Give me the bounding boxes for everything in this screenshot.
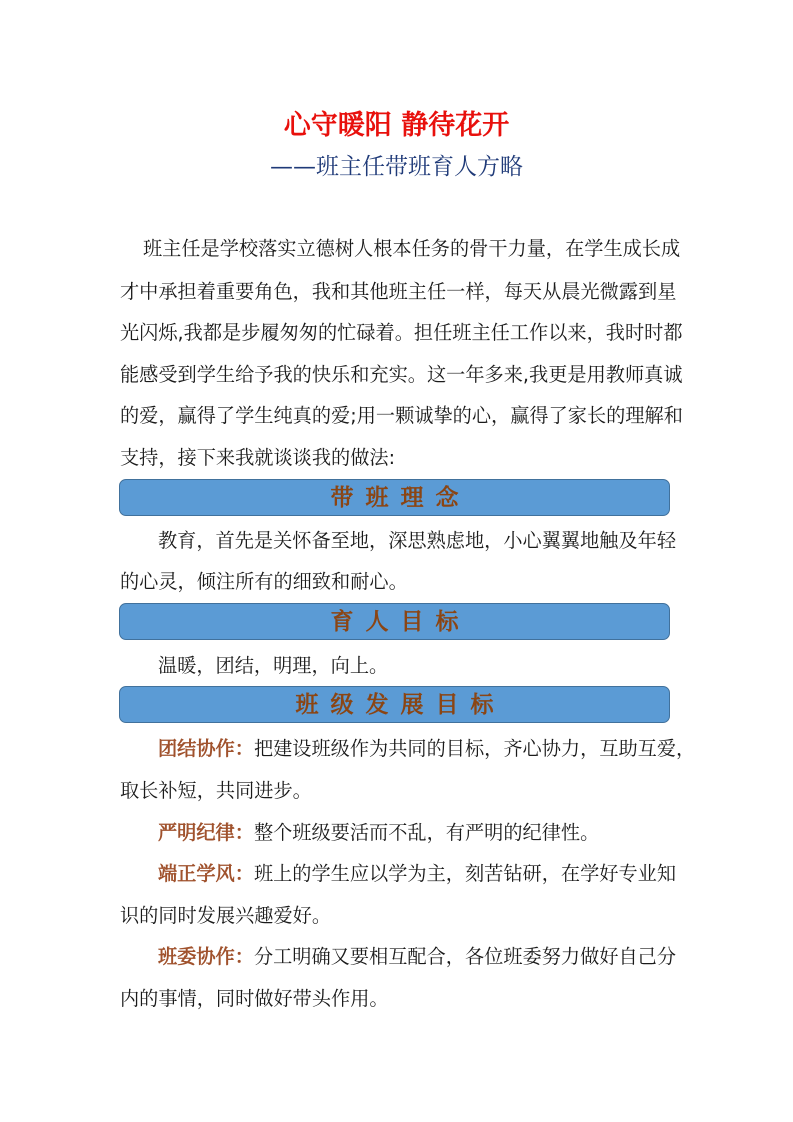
goal-item-text: 分工明确又要相互配合，各位班委努力做好自己分 [253,945,677,968]
goal-item-line: 识的同时发展兴趣爱好。 [120,904,332,927]
goal-item-text: 班上的学生应以学为主，刻苦钻研，在学好专业知 [253,862,677,885]
intro-line: 光闪烁,我都是步履匆匆的忙碌着。担任班主任工作以来，我时时都 [120,321,683,344]
intro-line: 能感受到学生给予我的快乐和充实。这一年多来,我更是用教师真诚 [120,363,683,386]
intro-line: 班主任是学校落实立德树人根本任务的骨干力量，在学生成长成 [143,237,681,260]
goal-item-label: 团结协作： [158,737,254,760]
goal-item-label: 端正学风： [158,862,254,885]
intro-line: 的爱，赢得了学生纯真的爱;用一颗诚挚的心，赢得了家长的理解和 [120,404,683,427]
goal-item-text: 把建设班级作为共同的目标，齐心协力，互助互爱， [253,737,696,760]
section-heading-banner: 育人目标 [119,603,670,640]
intro-line: 才中承担着重要角色，我和其他班主任一样，每天从晨光微露到星 [120,280,677,303]
section-heading-banner: 班级发展目标 [119,686,670,723]
section-line: 温暖，团结，明理，向上。 [158,654,389,677]
goal-item-line: 取长补短，共同进步。 [120,779,312,802]
section-heading-banner: 带班理念 [119,479,670,516]
intro-line: 支持，接下来我就谈谈我的做法: [120,446,396,469]
goal-item-label: 严明纪律： [158,821,254,844]
goal-item-line [158,736,738,762]
goal-item-line [158,861,738,887]
goal-item-text: 整个班级要活而不乱，有严明的纪律性。 [253,821,600,844]
document-subtitle: ——班主任带班育人方略 [270,154,523,180]
document-title: 心守暖阳 静待花开 [283,110,510,141]
goal-item-line: 内的事情，同时做好带头作用。 [120,987,389,1010]
goal-item-label: 班委协作： [158,945,254,968]
goal-item-line [158,820,738,846]
goal-item-line [158,944,738,970]
section-line: 教育，首先是关怀备至地，深思熟虑地，小心翼翼地触及年轻 [158,529,677,552]
section-line: 的心灵，倾注所有的细致和耐心。 [120,570,408,593]
